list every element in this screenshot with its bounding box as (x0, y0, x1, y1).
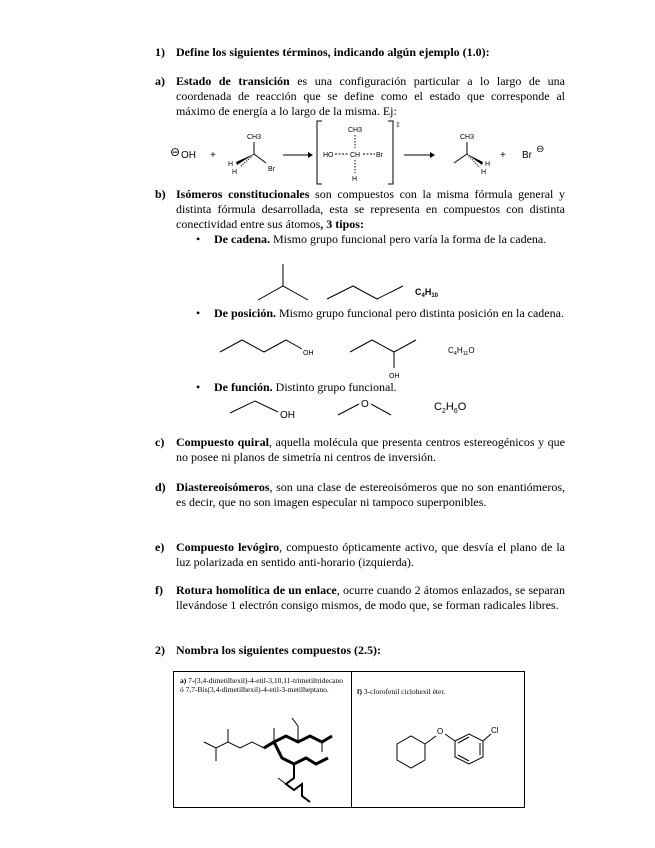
item-b-term: Isómeros constitucionales (176, 187, 310, 201)
chlorophenyl-cyclohexyl-ether-structure (379, 722, 509, 782)
bullet-chain-description: Mismo grupo funcional pero varía la forma de la cadena. (270, 232, 547, 246)
bullet-dot: • (196, 380, 201, 394)
cell-a-label: a) (180, 676, 187, 685)
chain-isomers-structures (255, 262, 465, 304)
chloro-bond (483, 734, 491, 741)
item-d-text (176, 480, 565, 510)
ether-oxygen: O (361, 399, 369, 410)
ts-bracket-left (317, 121, 322, 184)
item-e-description: , compuesto ópticamente activo, que desvía el plano de la luz polarizada en sentido anti-horario (izquierda). (176, 540, 565, 569)
item-f-text (176, 583, 565, 613)
ts-ch: CH (350, 152, 361, 159)
bromide-charge: ⊖ (536, 144, 545, 155)
product-h1: H (485, 161, 491, 168)
hydroxide-label: OH (181, 150, 196, 161)
butan-1-ol-structure (220, 340, 302, 352)
cell-a-text (180, 676, 345, 694)
isobutane-structure (258, 286, 308, 300)
formula-c4h10: $C_4H_{10}$ (415, 287, 439, 299)
product-ch3: CH3 (460, 134, 475, 141)
question-1-title: Define los siguientes términos, indicando algún ejemplo (1.0): (176, 45, 490, 59)
butan-1-ol-oh: OH (303, 350, 314, 357)
transition-state-scheme (170, 118, 570, 186)
ts-double-dagger: ‡ (396, 122, 400, 129)
ts-bracket-right (388, 121, 393, 184)
product-bond-oh (454, 154, 467, 163)
ethanol-oh: OH (280, 410, 295, 421)
reactant-ch3: CH3 (247, 134, 262, 141)
item-e-text (176, 540, 565, 570)
product-h2: H (481, 169, 487, 176)
function-isomers-structures (228, 396, 478, 422)
item-b-types: , 3 tipos: (320, 217, 364, 231)
formula-c2h6o: $C_2H_6O$ (434, 401, 467, 415)
cell-f-text (357, 687, 517, 696)
item-d-term: Diastereoisómeros (176, 480, 270, 494)
alkane-lower-branch (278, 778, 286, 784)
alkane-lower-chain (286, 764, 310, 802)
item-b-description: son compuestos con la misma fórmula general y distinta fórmula desarrollada, esta se representa en compuestos con distinta conectividad entre sus átomos (176, 187, 566, 231)
alkane-main-chain (264, 742, 328, 764)
item-c-text (176, 435, 565, 465)
item-a-text (176, 74, 565, 119)
item-a-term: Estado de transición (176, 74, 290, 88)
bullet-position-description: Mismo grupo funcional pero distinta posición en la cadena. (276, 306, 564, 320)
ts-ho: HO (323, 152, 334, 159)
question-1-number: 1) (155, 45, 165, 59)
question-2-number: 2) (155, 643, 165, 657)
benzene-ring (455, 734, 483, 764)
item-f-term: Rotura homolítica de un enlace (176, 583, 337, 597)
reactant-wedge (236, 154, 254, 165)
plus-sign-1: + (210, 150, 216, 161)
item-e-label: e) (155, 540, 165, 554)
benzene-double-1 (458, 737, 469, 743)
question-2-title: Nombra los siguientes compuestos (2.5): (176, 643, 381, 657)
bullet-function-term: De función. (214, 380, 273, 394)
item-c-term: Compuesto quiral (176, 435, 269, 449)
item-d-description: , son una clase de estereoisómeros que no son enantiómeros, es decir, que no son imagen especular ni tampoco superponibles. (176, 480, 565, 509)
bullet-function-text (214, 380, 565, 395)
ether-bond-2 (445, 734, 455, 741)
hydroxide-charge: ⊖ (170, 145, 181, 159)
item-e-term: Compuesto levógiro (176, 540, 280, 554)
bullet-position-text (214, 306, 565, 321)
ethanol-structure (230, 401, 278, 413)
bullet-position-term: De posición. (214, 306, 277, 320)
item-a-label: a) (155, 74, 165, 88)
ether-bond-left (338, 404, 359, 415)
ts-ch3: CH3 (348, 127, 363, 134)
chlorine-atom: Cl (491, 726, 499, 735)
bullet-chain-term: De cadena. (214, 232, 270, 246)
bullet-function-description: Distinto grupo funcional. (272, 380, 397, 394)
bromide-label: Br (522, 150, 532, 161)
item-c-description: , aquella molécula que presenta centros estereogénicos y que no posee ni planos de simetría ni centros de inversión. (176, 435, 566, 464)
reaction-arrowhead-1 (308, 152, 313, 158)
item-c-label: c) (155, 435, 165, 449)
butane-structure (327, 286, 403, 299)
ether-bond-right (371, 404, 391, 415)
butan-2-ol-structure (350, 340, 416, 352)
alkane-top-branch-2 (292, 718, 298, 726)
cell-f-name: 3-clorofenil ciclohexil éter. (362, 687, 446, 696)
answer-table (173, 671, 525, 808)
item-b-label: b) (155, 187, 166, 201)
position-isomers-structures (218, 335, 498, 381)
item-a-description: es una configuración particular a lo largo de una coordenada de reacción que se define como el estado que corresponde al máximo de energía a lo largo de la misma. Ej: (176, 74, 565, 118)
item-f-description: , ocurre cuando 2 átomos enlazados, se separan llevándose 1 electrón consigo mismos, de modo que, se forman radicales libres. (176, 583, 565, 612)
branched-alkane-structure (202, 716, 352, 806)
plus-sign-2: + (500, 150, 506, 161)
bullet-dot: • (196, 232, 201, 246)
item-f-label: f) (155, 583, 163, 597)
alkane-chain-left (204, 742, 264, 748)
item-d-label: d) (155, 480, 166, 494)
reactant-br: Br (268, 166, 275, 173)
cell-a-name: 7-(3,4-dimetilhexil)-4-etil-3,10,11-trimetiltridecano ó 7,7-Bis(3,4-dimetilhexil)-4-etil-3-metilheptano. (180, 676, 344, 694)
ts-br: Br (376, 152, 383, 159)
bullet-chain-text (214, 232, 565, 247)
bullet-dot: • (196, 306, 201, 320)
butan-2-ol-oh: OH (389, 373, 400, 380)
benzene-double-3 (458, 755, 469, 761)
ether-bond-1 (425, 736, 436, 744)
ether-oxygen-atom: O (437, 727, 444, 736)
reactant-h2: H (232, 169, 238, 176)
formula-c4h11o: $C_4H_{11}O$ (448, 346, 475, 357)
reactant-h1: H (228, 161, 234, 168)
cell-f-label: f) (357, 687, 362, 696)
reactant-bond-br (254, 154, 266, 163)
ts-h: H (352, 176, 358, 183)
item-b-text (176, 187, 565, 232)
cyclohexane-ring (397, 736, 425, 768)
reaction-arrowhead-2 (430, 152, 435, 158)
